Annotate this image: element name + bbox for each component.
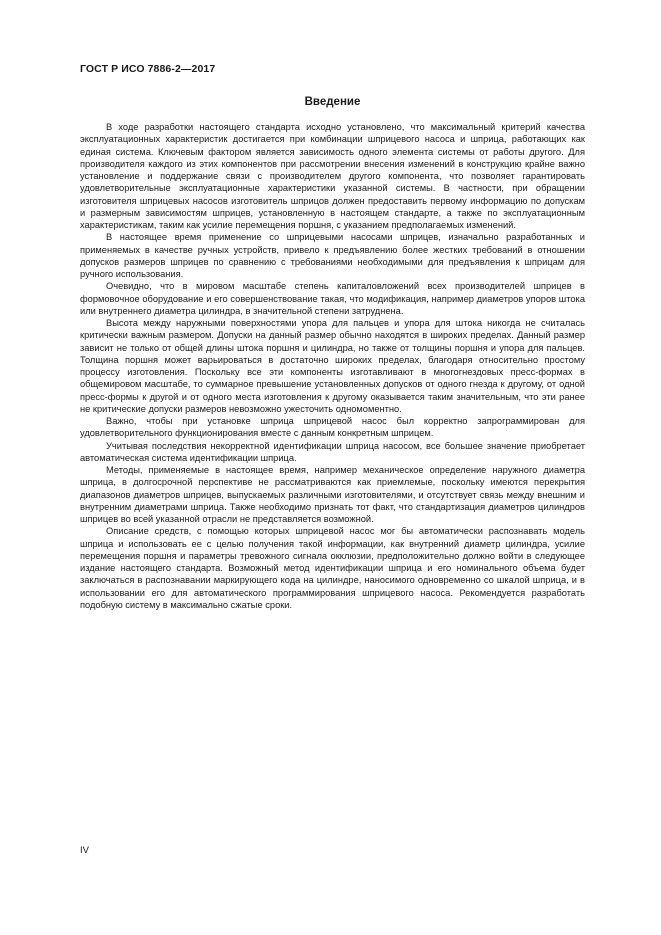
paragraph: Очевидно, что в мировом масштабе степень капиталовложений всех производителей шприцев в формовочное оборудование и его совершенствование такая, что модификация, например диаметров упоров штока или внутреннего диаметра цилиндра, в значительной степени затруднена. [80, 281, 585, 316]
standard-code-header: ГОСТ Р ИСО 7886-2—2017 [80, 63, 216, 75]
section-title: Введение [304, 96, 361, 108]
paragraph: Важно, чтобы при установке шприца шприцевой насос был корректно запрограммирован для удовлетворительного функционирования вместе с данным конкретным шприцем. [80, 416, 585, 439]
paragraph: Описание средств, с помощью которых шприцевой насос мог бы автоматически распознавать модель шприца и использовать ее с целью получения такой информации, как внутренний диаметр цилиндра, усилие перемещения поршня и параметры тревожного сигнала окклюзии, предположительно должно войти в следующее издание настоящего стандарта. Возможный метод идентификации шприца и его номинального объема будет заключаться в распознавании маркирующего кода на цилиндре, наносимого одновременно со шкалой шприца, и в использовании его для автоматического программирования шприцевого насоса. Рекомендуется разработать подобную систему в максимально сжатые сроки. [80, 526, 585, 610]
paragraph: Высота между наружными поверхностями упора для пальцев и упора для штока никогда не считалась критически важным размером. Допуски на данный размер обычно находятся в широких пределах. Данный размер зависит не только от общей длины штока поршня и цилиндра, но также от толщины поршня и упора для пальцев. Толщина поршня может варьироваться в достаточно широких пределах, благодаря относительно простому процессу изготовления. Поскольку все эти компоненты изготавливают в многогнездовых пресс-формах в общемировом масштабе, то суммарное превышение установленных допусков от одного гнезда к другому, от одной пресс-формы к другой и от одного места изготовления к другому оказывается таким значительным, что эти ранее не критические допуски размеров невозможно ужесточить одномоментно. [80, 318, 585, 414]
paragraph: Методы, применяемые в настоящее время, например механическое определение наружного диаметра шприца, в долгосрочной перспективе не рассматриваются как приемлемые, поскольку имеются перекрытия диапазонов диаметров шприцев, выпускаемых различными изготовителями, и отсутствует связь между внешним и внутренним диаметрами шприца. Также необходимо признать тот факт, что стандартизация диаметров цилиндров шприцев во всей указанной отрасли не представляется возможной. [80, 465, 585, 524]
paragraph: В настоящее время применение со шприцевыми насосами шприцев, изначально разработанных и применяемых в качестве ручных устройств, привело к предъявлению более жестких требований в отношении допусков размеров шприцев по сравнению с требованиями необходимыми для предъявления к шприцам для ручного использования. [80, 232, 585, 279]
paragraph: В ходе разработки настоящего стандарта исходно установлено, что максимальный критерий качества эксплуатационных характеристик достигается при комбинации шприцевого насоса и шприца, работающих как единая система. Ключевым фактором является зависимость одного элемента системы от работы другого. Для производителя каждого из этих компонентов при рассмотрении внесения изменений в конструкцию крайне важно установление и поддержание связи с производителем другого компонента, что позволяет гарантировать удовлетворительные эксплуатационные характеристики указанной системы. В частности, при обращении изготовителя шприцевых насосов изготовитель шприцов должен предоставить первому информацию по допускам и размерным зависимостям шприцев, установленную в настоящем стандарте, а также по эксплуатационным характеристикам, таким как усилие перемещения поршня, с указанием предполагаемых изменений. [80, 122, 585, 230]
page-number: IV [80, 845, 89, 856]
paragraph: Учитывая последствия некорректной идентификации шприца насосом, все большее значение приобретает автоматическая система идентификации шприца. [80, 440, 585, 463]
body-text [80, 121, 585, 611]
